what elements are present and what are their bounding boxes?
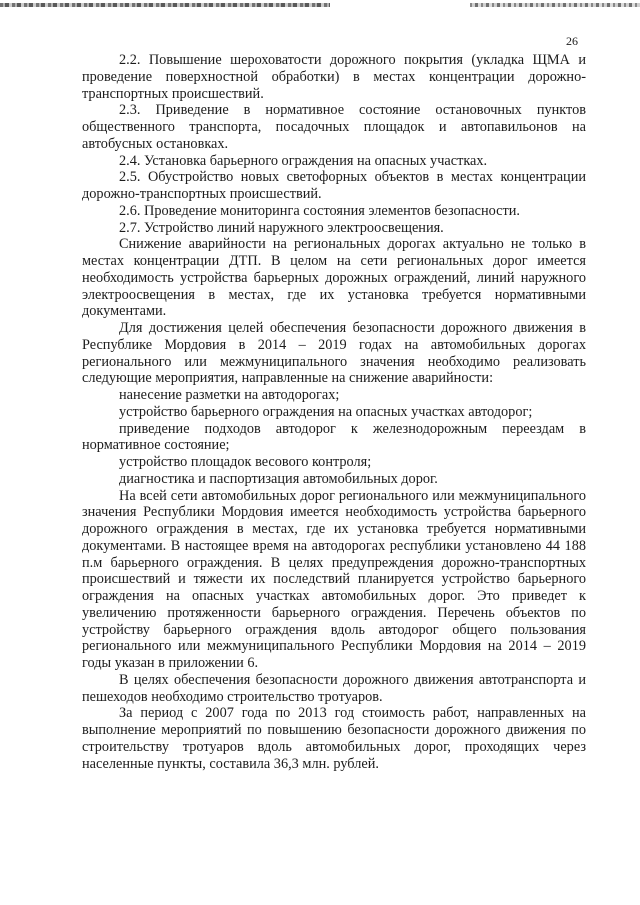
paragraph-2-6: 2.6. Проведение мониторинга состояния элементов безопасности.	[119, 202, 520, 219]
list-item: приведение подходов автодорог к железнодорожным переездам в нормативное состояние;	[82, 420, 586, 454]
paragraph-2-4: 2.4. Установка барьерного ограждения на опасных участках.	[119, 152, 488, 169]
paragraph-2-5: 2.5. Обустройство новых светофорных объектов в местах концентрации дорожно-транспортных происшествий.	[82, 169, 586, 202]
paragraph-2-2: 2.2. Повышение шероховатости дорожного покрытия (укладка ЩМА и проведение поверхностной обработки) в местах концентрации дорожно-транспортных происшествий.	[82, 52, 586, 102]
list-item: диагностика и паспортизация автомобильных дорог.	[119, 470, 438, 487]
scan-edge-artifact	[470, 3, 640, 7]
paragraph-2-3: 2.3. Приведение в нормативное состояние остановочных пунктов общественного транспорта, посадочных площадок и автопавильонов на автобусных остановках.	[82, 102, 586, 152]
list-item: устройство барьерного ограждения на опасных участках автодорог;	[119, 403, 533, 420]
paragraph-costs: За период с 2007 года по 2013 год стоимость работ, направленных на выполнение мероприятий по повышению безопасности дорожного движения по строительству тротуаров вдоль автомобильных дорог, проходящих через населенные пункты, составила 36,3 млн. рублей.	[82, 705, 586, 772]
paragraph-sidewalks: В целях обеспечения безопасности дорожного движения автотранспорта и пешеходов необходимо строительство тротуаров.	[82, 671, 586, 705]
paragraph-safety-goals: Для достижения целей обеспечения безопасности дорожного движения в Республике Мордовия в 2014 – 2019 годах на автомобильных дорогах регионального или межмуниципального значения необходимо реализовать следующие мероприятия, направленные на снижение аварийности:	[82, 320, 586, 387]
list-item: нанесение разметки на автодорогах;	[119, 387, 340, 403]
list-item: устройство площадок весового контроля;	[119, 454, 372, 470]
paragraph-2-7: 2.7. Устройство линий наружного электроосвещения.	[119, 219, 444, 236]
paragraph-barrier-fencing: На всей сети автомобильных дорог регионального или межмуниципального значения Республики Мордовия имеется необходимость устройства барьерного дорожного ограждения в местах, где их установка требуется нормативными документами. В настоящее время на автодорогах республики установлено 44 188 п.м барьерного ограждения. В целях предупреждения дорожно-транспортных происшествий и тяжести их последствий планируется устройство барьерного ограждения на опасных участках автомобильных дорог. Это приведет к увеличению протяженности барьерного ограждения. Перечень объектов по устройству барьерного ограждения вдоль автодорог общего пользования регионального или межмуниципального Республики Мордовия на 2014 – 2019 годы указан в приложении 6.	[82, 487, 586, 671]
body-text	[82, 52, 586, 772]
scan-edge-artifact	[0, 3, 330, 7]
page-number: 26	[566, 34, 578, 48]
paragraph-accident-reduction: Снижение аварийности на региональных дорогах актуально не только в местах концентрации ДТП. В целом на сети региональных дорог имеется необходимость устройства барьерных дорожных ограждений, линий наружного электроосвещения в местах, где их установка требуется нормативными документами.	[82, 236, 586, 320]
